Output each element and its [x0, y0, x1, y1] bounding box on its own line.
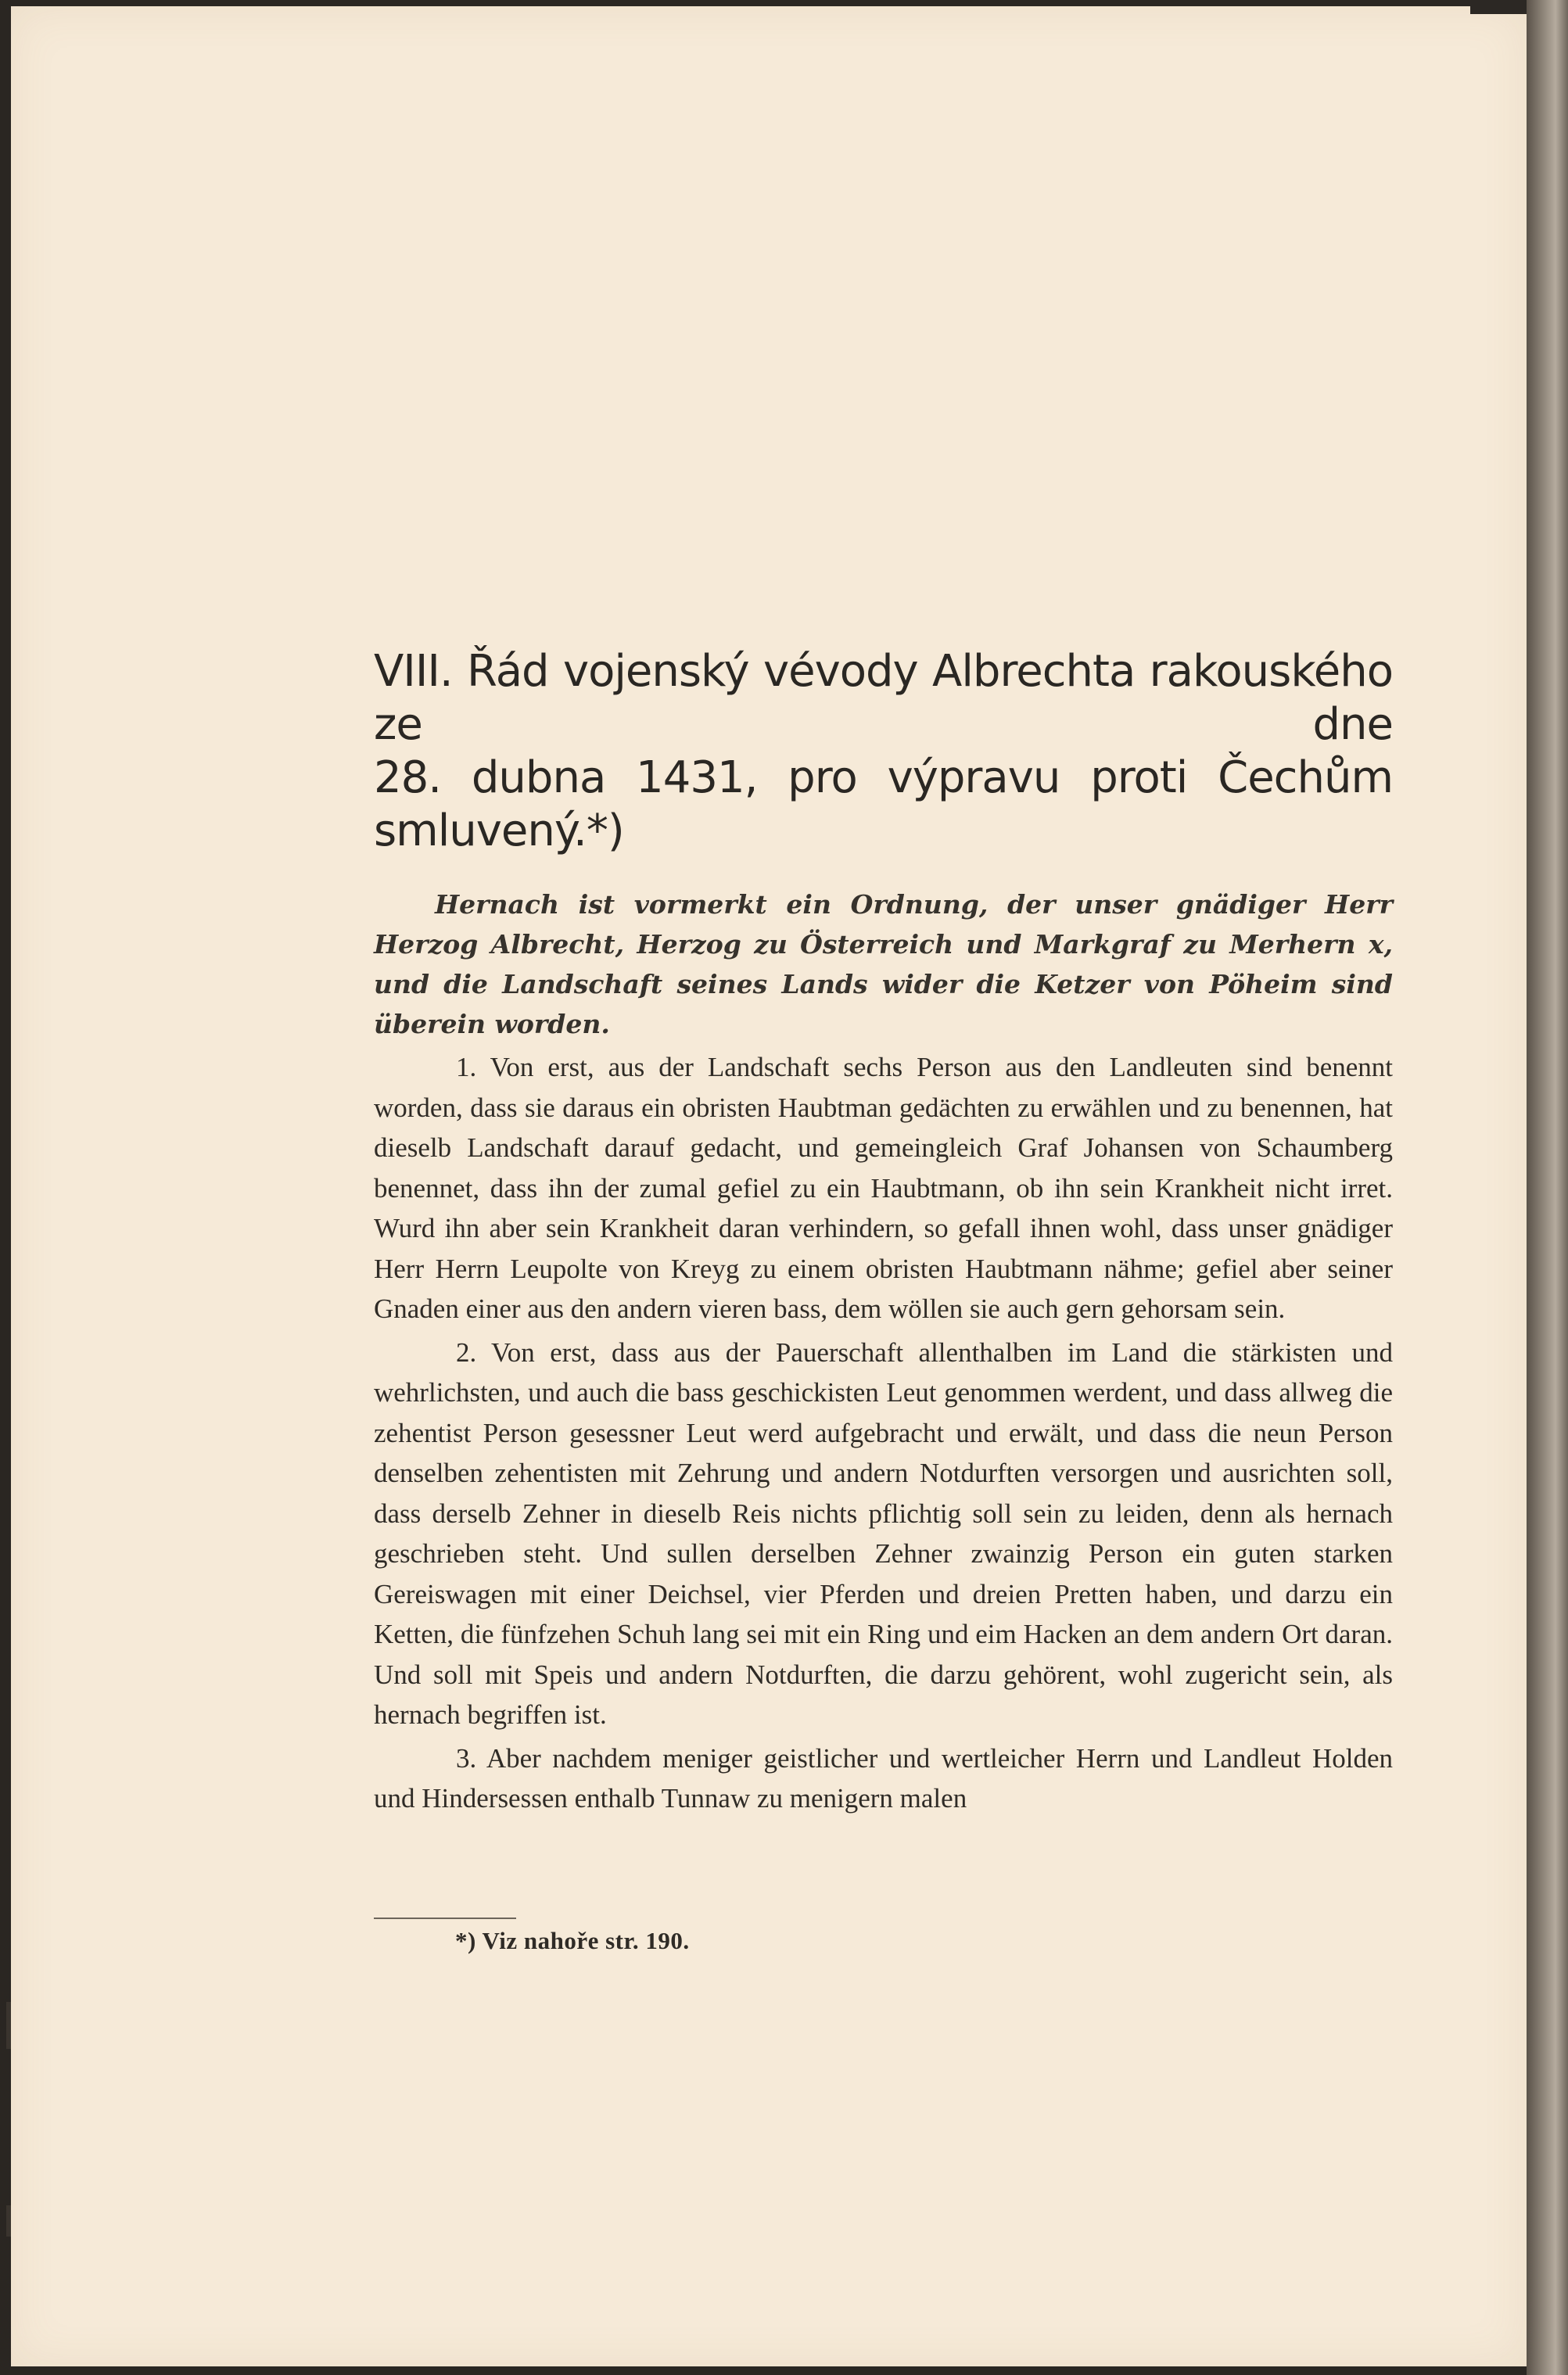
paragraph-number: 2. — [456, 1336, 477, 1368]
footnote-divider — [374, 1918, 516, 1919]
paragraph-2 — [374, 1333, 1393, 1735]
heading-line-1: VIII. Řád vojenský vévody Albrechta rakouského ze dne — [374, 646, 1393, 750]
heading-line-2: 28. dubna 1431, pro výpravu proti Čechům smluvený.*) — [374, 752, 1393, 856]
paragraph-3 — [374, 1738, 1393, 1819]
page-text-block — [374, 645, 1393, 1822]
left-edge-mark — [6, 2205, 11, 2237]
paragraph-text: Von erst, aus der Landschaft sechs Person aus den Landleuten sind benennt worden, dass sie daraus ein obristen Haubtman gedächten zu erwählen und zu benennen, hat dieselb Landschaft darauf gedacht, und gemeingleich Graf Johansen von Schaumberg benennet, dass ihn der zumal gefiel zu ein Haubtmann, ob ihn sein Krankheit nicht irret. Wurd ihn aber sein Krankheit daran verhindern, so gefall ihnen wohl, dass unser gnädiger Herr Herrn Leupolte von Kreyg zu einem obristen Haubtmann nähme; gefiel aber seiner Gnaden einer aus den andern vieren bass, dem wöllen sie auch gern gehorsam sein. — [374, 1052, 1393, 1324]
footnote: *) Viz nahoře str. 190. — [455, 1927, 690, 1954]
book-spine-edge — [1527, 0, 1568, 2375]
paragraph-number: 3. — [456, 1742, 477, 1774]
section-heading — [374, 645, 1393, 858]
paragraph-1 — [374, 1047, 1393, 1329]
paragraph-text: Von erst, dass aus der Pauerschaft allenthalben im Land die stärkisten und wehrlichsten, und auch die bass geschickisten Leut genommen werdent, und dass allweg die zehentist Person gesessner Leut werd aufgebracht und erwält, und dass die neun Person denselben zehentisten mit Zehrung und andern Notdurften versorgen und ausrichten soll, dass derselb Zehner in dieselb Reis nichts pflichtig soll sein zu leiden, denn als hernach geschrieben steht. Und sullen derselben Zehner zwainzig Person ein guten starken Gereiswagen mit einer Deichsel, vier Pferden und dreien Pretten haben, und darzu ein Ketten, die fünfzehen Schuh lang sei mit ein Ring und eim Hacken an dem andern Ort daran. Und soll mit Speis und andern Notdurften, die darzu gehörent, wohl zugericht sein, als hernach begriffen ist. — [374, 1336, 1393, 1730]
paragraph-text: Aber nachdem meniger geistlicher und wertleicher Herrn und Landleut Holden und Hindersessen enthalb Tunnaw zu menigern malen — [374, 1742, 1393, 1814]
intro-paragraph: Hernach ist vormerkt ein Ordnung, der unser gnädiger Herr Herzog Albrecht, Herzog zu Österreich und Markgraf zu Merhern x, und die Landschaft seines Lands wider die Ketzer von Pöheim sind überein worden. — [374, 889, 1393, 1039]
paragraph-number: 1. — [456, 1052, 477, 1082]
left-edge-mark — [6, 2002, 11, 2049]
